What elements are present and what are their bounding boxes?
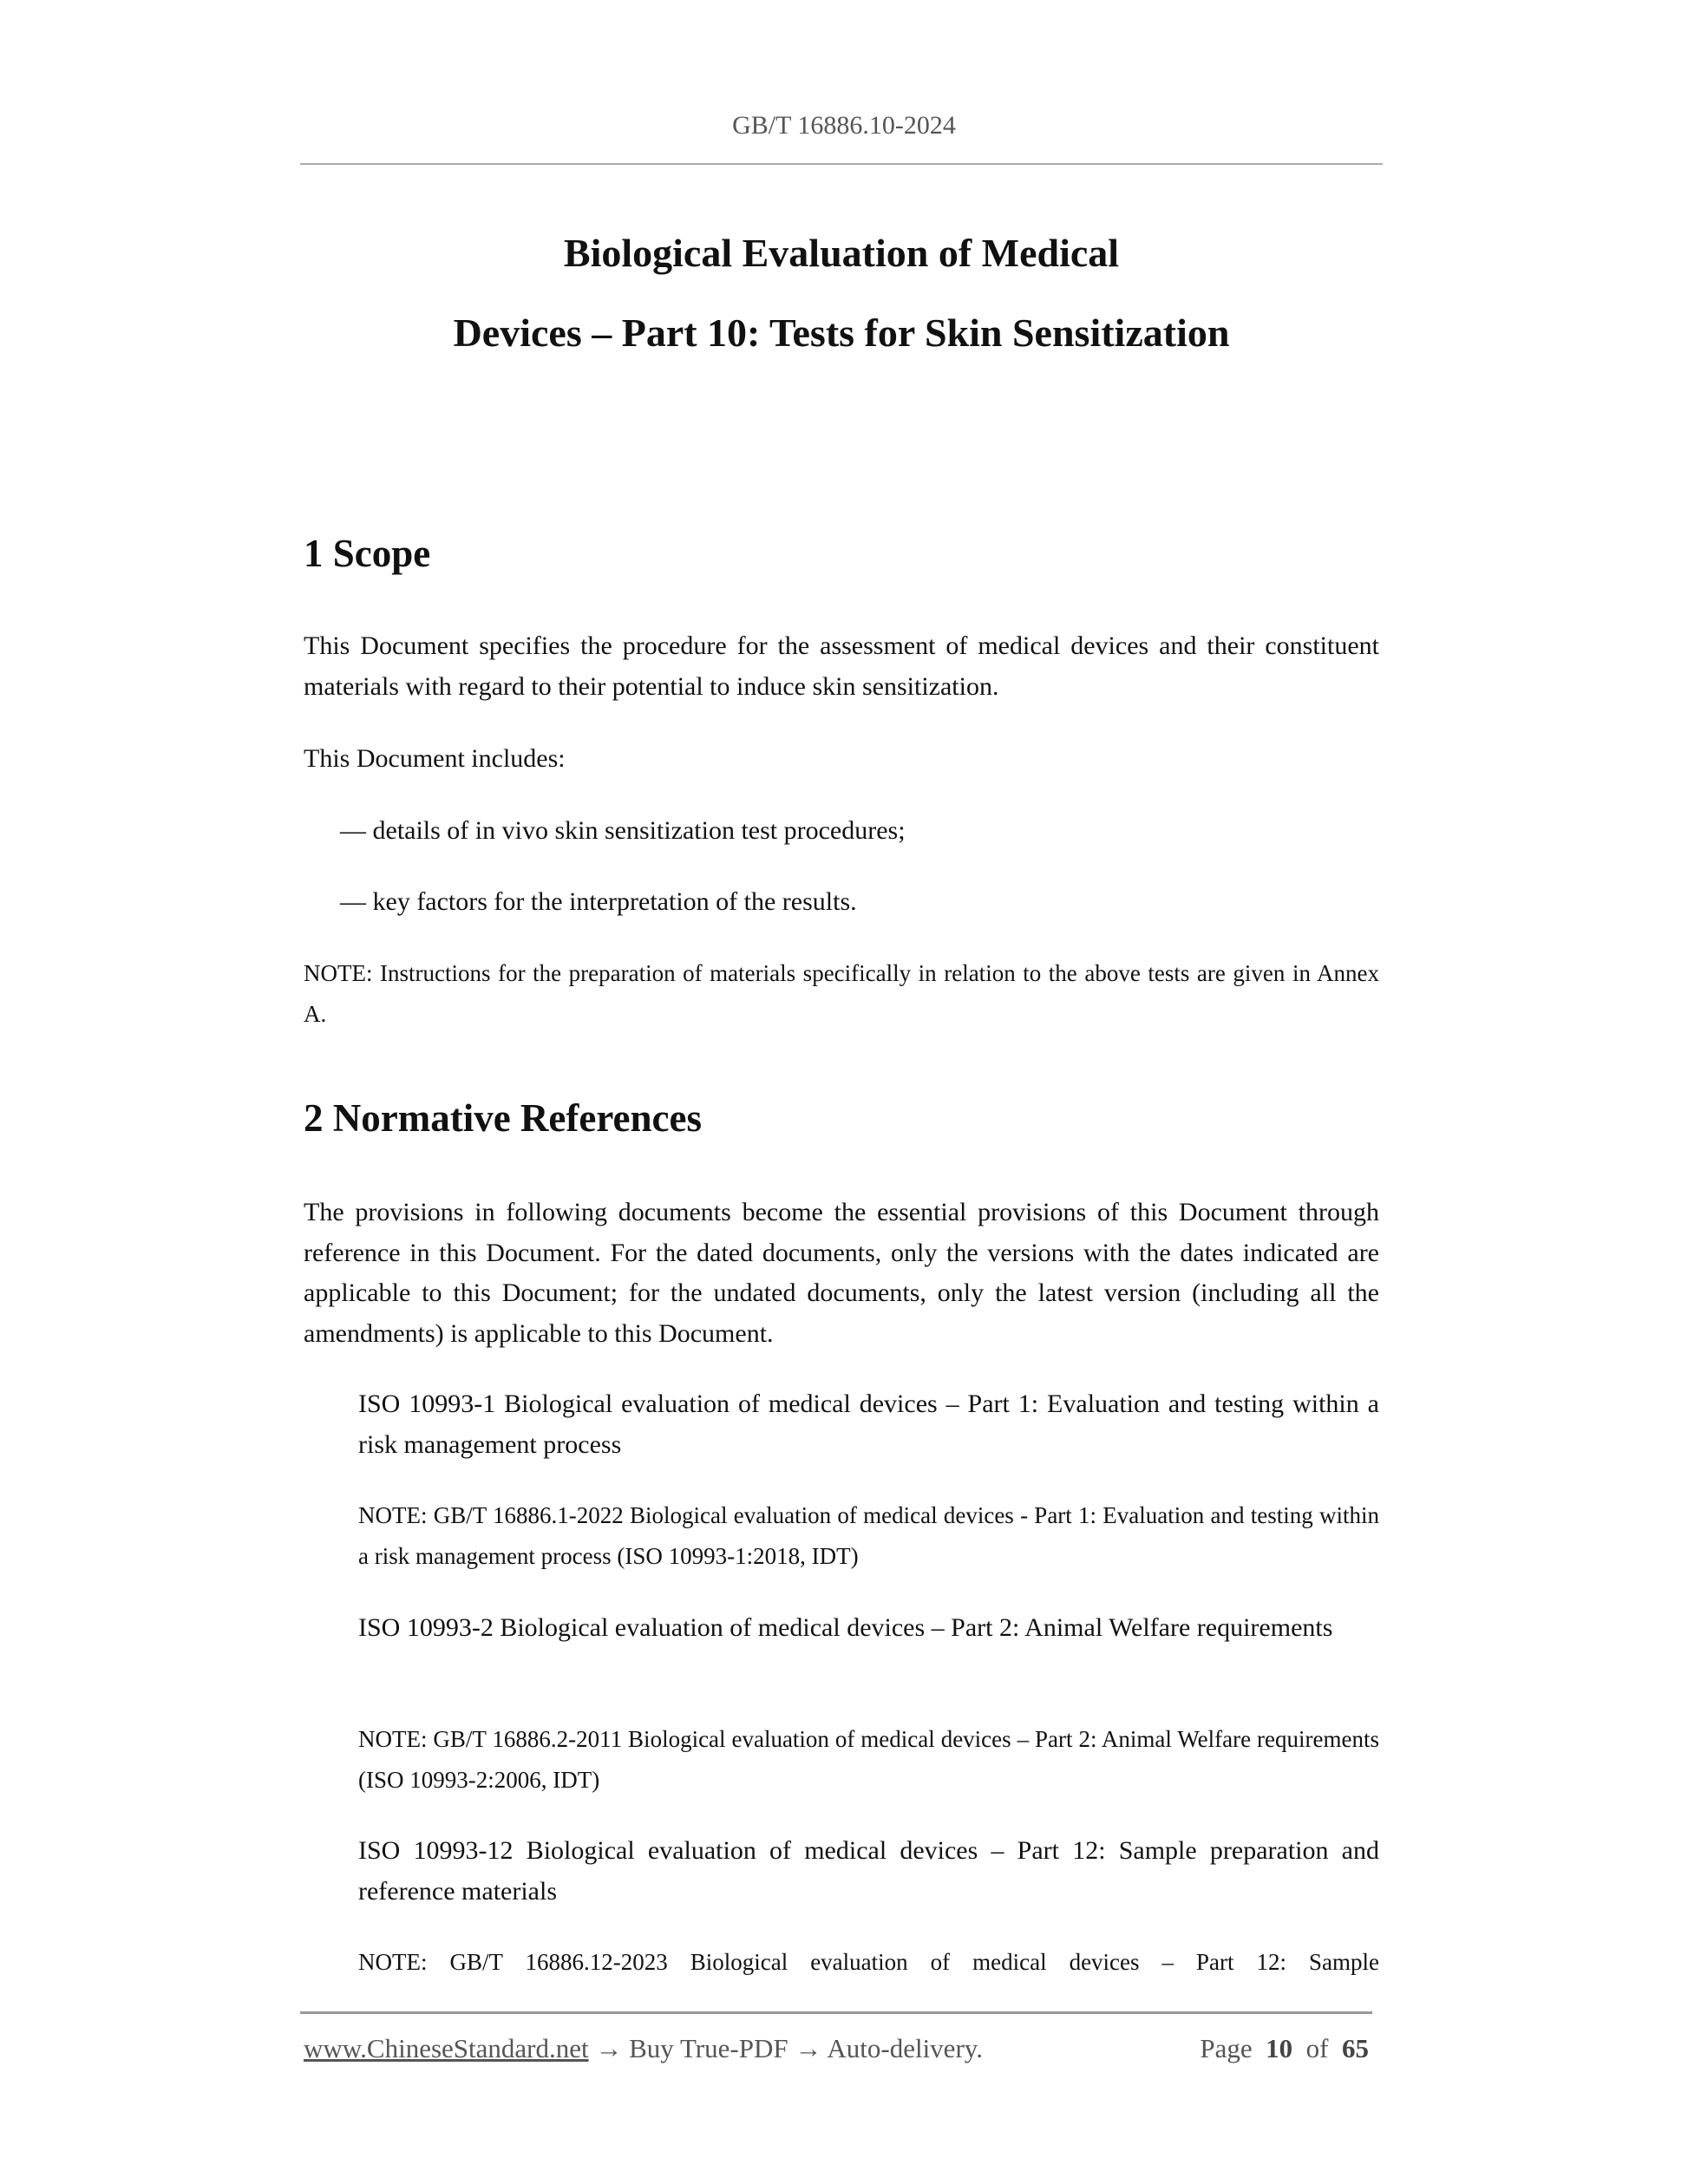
title-line-1: Biological Evaluation of Medical xyxy=(563,231,1120,275)
title-line-2: Devices – Part 10: Tests for Skin Sensitization xyxy=(453,311,1230,355)
page-label: Page xyxy=(1200,2033,1253,2063)
of-label: of xyxy=(1305,2033,1329,2063)
footer-promo-text: → Buy True-PDF → Auto-delivery. xyxy=(588,2033,983,2063)
reference-note: NOTE: GB/T 16886.2-2011 Biological evaluation of medical devices – Part 2: Animal Welfare requirements (ISO 10993-2:2006, IDT) xyxy=(358,1726,1379,1793)
list-item: — details of in vivo skin sensitization test procedures; xyxy=(340,816,906,845)
page-number xyxy=(1200,2033,1369,2064)
reference-item: ISO 10993-1 Biological evaluation of medical devices – Part 1: Evaluation and testing within a risk management process xyxy=(358,1390,1379,1459)
current-page: 10 xyxy=(1266,2033,1293,2063)
header-divider xyxy=(300,163,1383,165)
footer-divider xyxy=(300,2011,1372,2014)
website-link[interactable]: www.ChineseStandard.net xyxy=(304,2033,589,2063)
section-1-heading: 1 Scope xyxy=(304,532,431,575)
list-item: — key factors for the interpretation of the results. xyxy=(340,887,857,916)
document-title xyxy=(304,213,1379,373)
scope-note: NOTE: Instructions for the preparation of materials specifically in relation to the above tests are given in Annex A. xyxy=(304,960,1379,1027)
includes-paragraph: This Document includes: xyxy=(304,744,566,773)
total-pages: 65 xyxy=(1342,2033,1369,2063)
reference-note: NOTE: GB/T 16886.1-2022 Biological evaluation of medical devices - Part 1: Evaluation and testing within a risk management process (ISO 10993-1:2018, IDT) xyxy=(358,1502,1379,1569)
footer-promo xyxy=(304,2033,983,2064)
section-2-heading: 2 Normative References xyxy=(304,1096,702,1140)
references-paragraph: The provisions in following documents become the essential provisions of this Document through reference in this Document. For the dated documents, only the versions with the dates indicated are applicable to this Document; for the undated documents, only the latest version (including all the amendments) is applicable to this Document. xyxy=(304,1198,1379,1348)
reference-item: ISO 10993-12 Biological evaluation of medical devices – Part 12: Sample preparation and reference materials xyxy=(358,1836,1379,1906)
reference-note: NOTE: GB/T 16886.12-2023 Biological evaluation of medical devices – Part 12: Sample xyxy=(358,1949,1379,1975)
reference-item: ISO 10993-2 Biological evaluation of medical devices – Part 2: Animal Welfare requirements xyxy=(358,1613,1333,1642)
page-footer xyxy=(304,2033,1369,2064)
scope-paragraph: This Document specifies the procedure for the assessment of medical devices and their constituent materials with regard to their potential to induce skin sensitization. xyxy=(304,631,1379,701)
running-header: GB/T 16886.10-2024 xyxy=(732,111,956,140)
